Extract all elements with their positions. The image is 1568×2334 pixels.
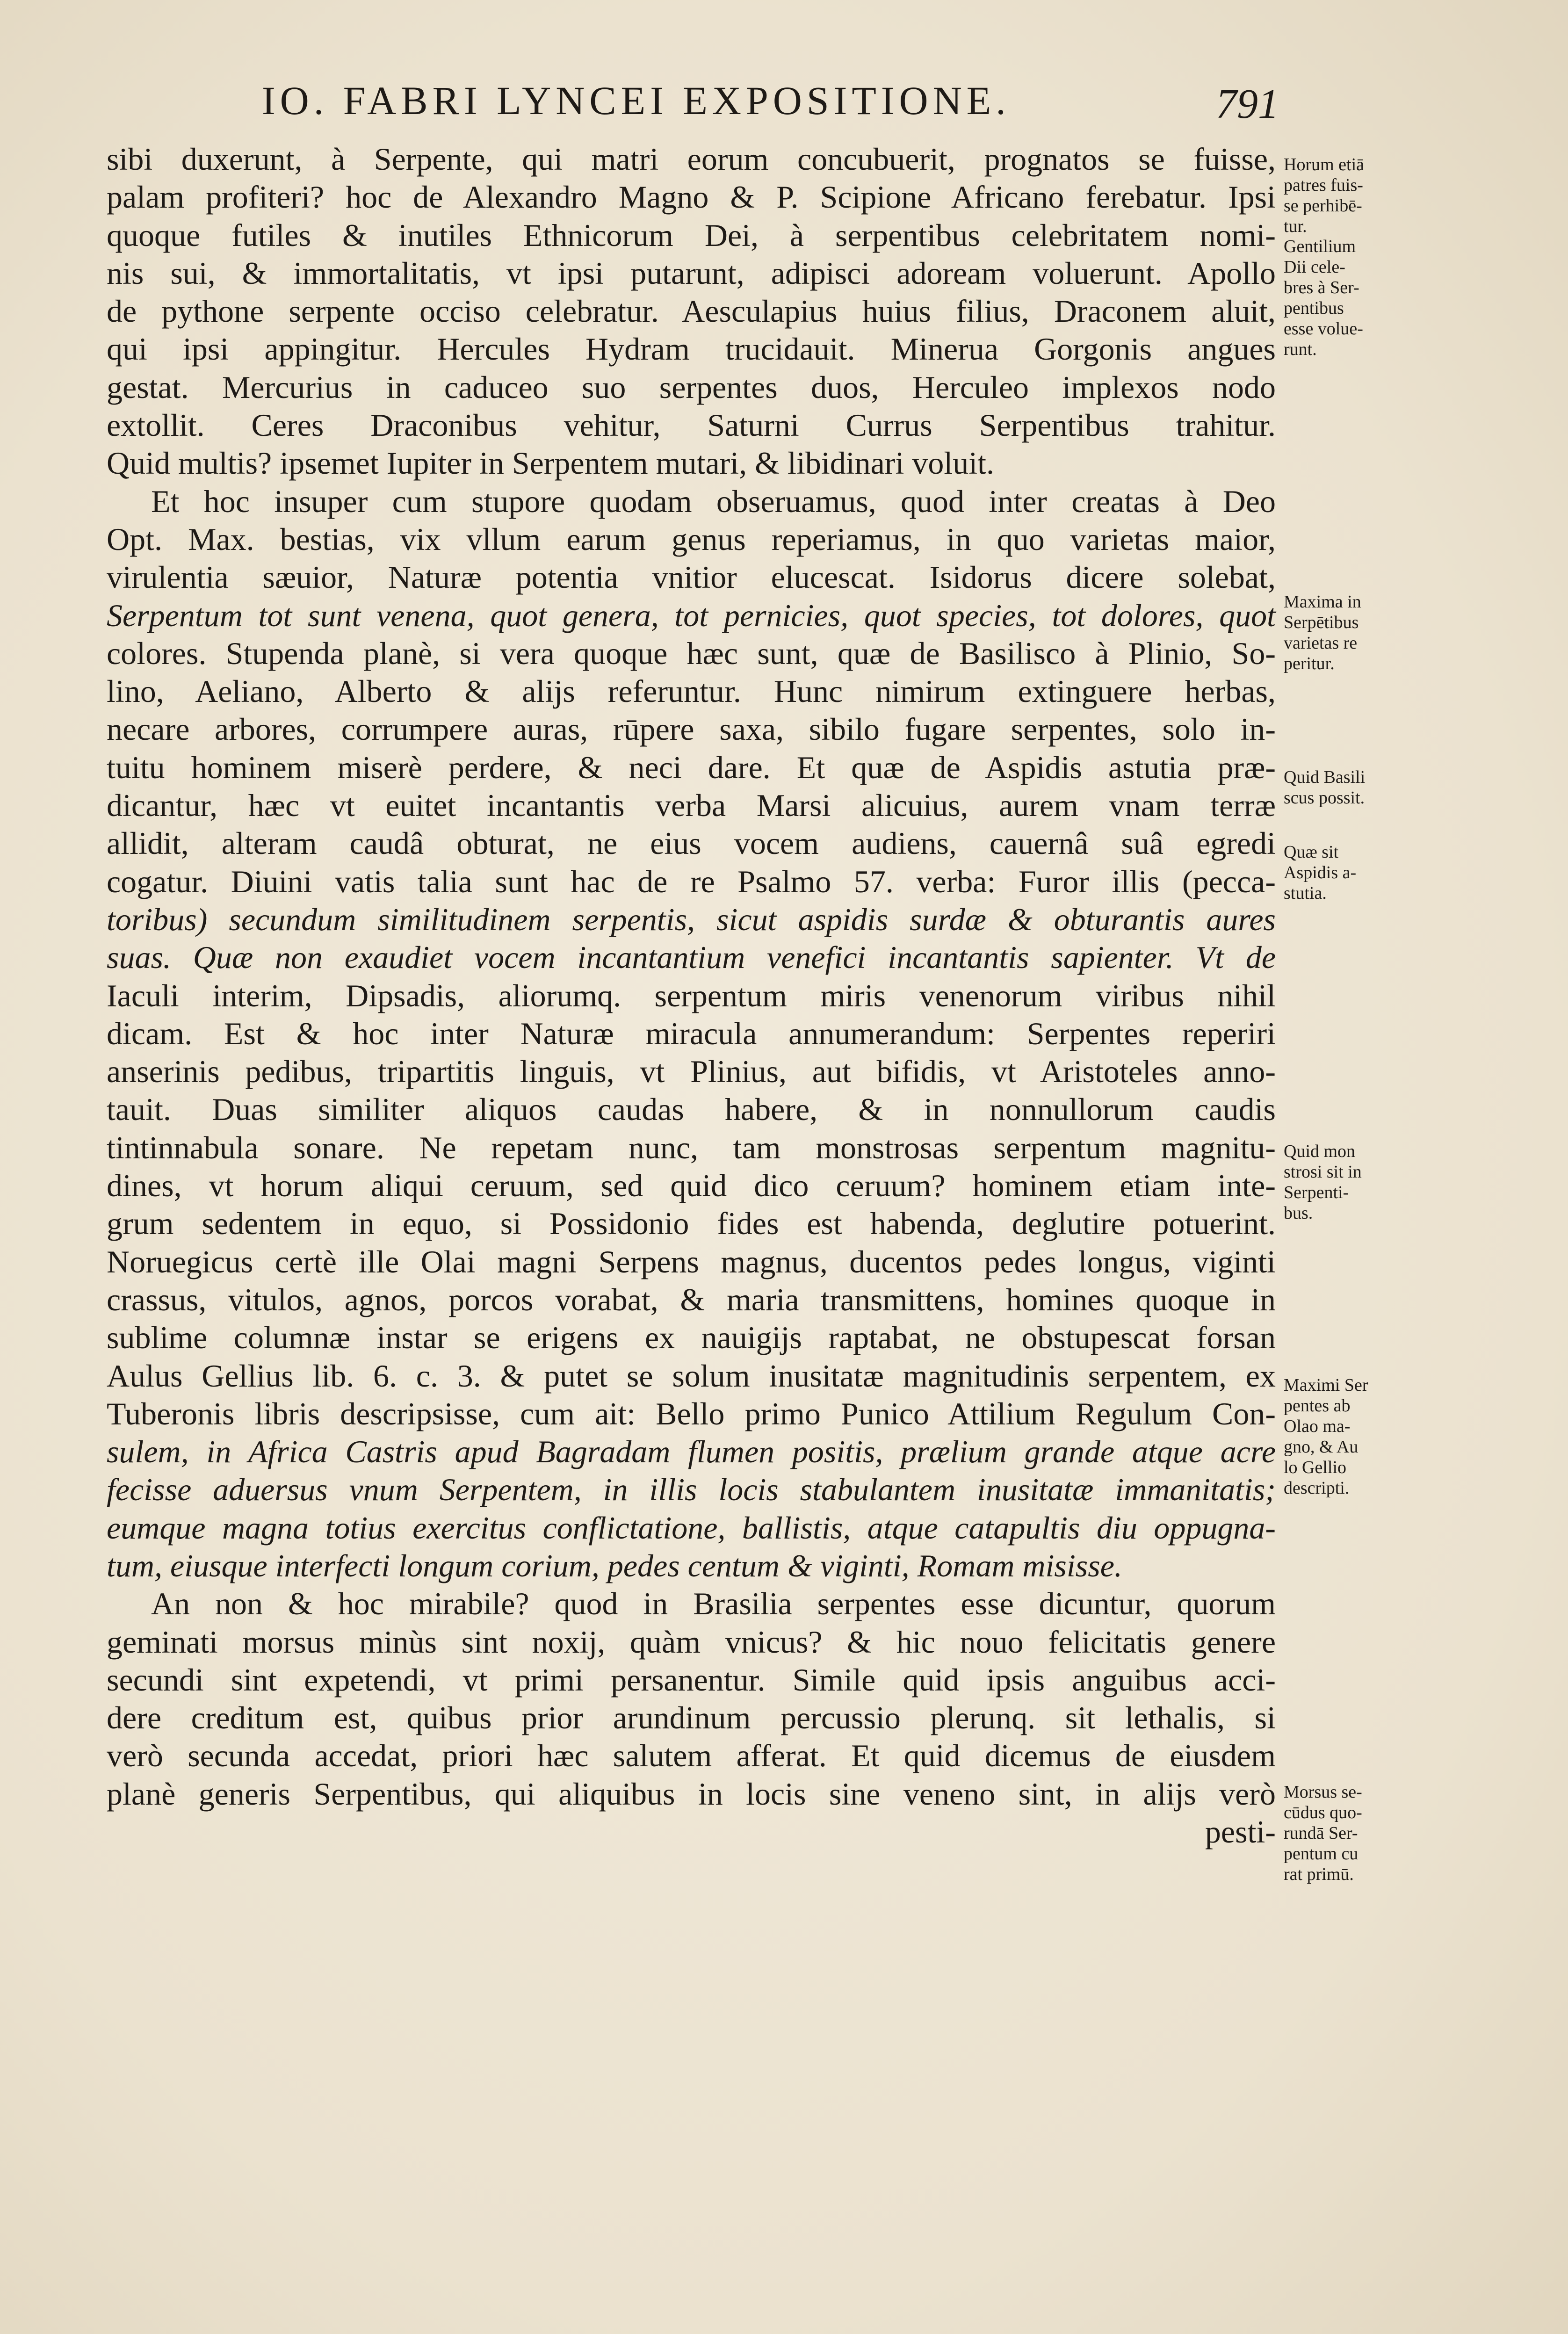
text-line: crassus, vitulos, agnos, porcos vorabat, & maria transmittens, homines quoque in <box>107 1281 1276 1317</box>
text-line: dere creditum est, quibus prior arundinum percussio plerunq. sit lethalis, si <box>107 1700 1276 1736</box>
margin-note: Quæ sit Aspidis a- stutia. <box>1284 842 1357 903</box>
text-line: fecisse aduersus vnum Serpentem, in illis locis stabulantem inusitatæ immanitatis; <box>107 1472 1276 1508</box>
margin-note: Gentilium Dii cele- bres à Ser- pentibus esse volue- runt. <box>1284 237 1363 359</box>
text-line: tum, eiusque interfecti longum corium, pedes centum & viginti, Romam misisse. <box>107 1547 1122 1583</box>
text-line: tuitu hominem miserè perdere, & neci dare. Et quæ de Aspidis astutia præ- <box>107 749 1276 785</box>
page-number: 791 <box>1216 81 1279 127</box>
text-line: Noruegicus certè ille Olai magni Serpens magnus, ducentos pedes longus, viginti <box>107 1243 1276 1279</box>
text-line: nis sui, & immortalitatis, vt ipsi putarunt, adipisci adoream voluerunt. Apollo <box>107 255 1276 291</box>
text-line: Tuberonis libris descripsisse, cum ait: Bello primo Punico Attilium Regulum Con- <box>107 1395 1276 1431</box>
text-line: quoque futiles & inutiles Ethnicorum Dei, à serpentibus celebritatem nomi- <box>107 217 1276 253</box>
text-line: sulem, in Africa Castris apud Bagradam flumen positis, prælium grande atque acre <box>107 1434 1276 1470</box>
text-line: secundi sint expetendi, vt primi persanentur. Simile quid ipsis anguibus acci- <box>107 1662 1276 1698</box>
margin-note: Quid mon strosi sit in Serpenti- bus. <box>1284 1142 1362 1223</box>
margin-note: Maxima in Serpētibus varietas re peritur. <box>1284 592 1361 673</box>
text-line: extollit. Ceres Draconibus vehitur, Saturni Currus Serpentibus trahitur. <box>107 407 1276 443</box>
text-line: grum sedentem in equo, si Possidonio fides est habenda, deglutire potuerint. <box>107 1206 1276 1242</box>
text-line: An non & hoc mirabile? quod in Brasilia serpentes esse dicuntur, quorum <box>151 1586 1276 1622</box>
text-line: Opt. Max. bestias, vix vllum earum genus reperiamus, in quo varietas maior, <box>107 521 1276 557</box>
margin-note: Horum etiā patres fuis- se perhibē- tur. <box>1284 155 1365 236</box>
text-line: geminati morsus minùs sint noxij, quàm vnicus? & hic nouo felicitatis genere <box>107 1624 1276 1660</box>
text-line: qui ipsi appingitur. Hercules Hydram trucidauit. Minerua Gorgonis angues <box>107 331 1276 367</box>
text-line: sibi duxerunt, à Serpente, qui matri eorum concubuerit, prognatos se fuisse, <box>107 141 1276 177</box>
text-line: virulentia sæuior, Naturæ potentia vnitior elucescat. Isidorus dicere solebat, <box>107 559 1276 595</box>
margin-note: Morsus se- cūdus quo- rundā Ser- pentum cu rat primū. <box>1284 1782 1362 1884</box>
text-line: Iaculi interim, Dipsadis, aliorumq. serpentum miris venenorum viribus nihil <box>107 977 1276 1013</box>
text-line: dicantur, hæc vt euitet incantantis verba Marsi alicuius, aurem vnam terræ <box>107 788 1276 824</box>
text-line: allidit, alteram caudâ obturat, ne eius vocem audiens, cauernâ suâ egredi <box>107 825 1276 861</box>
text-line: colores. Stupenda planè, si vera quoque hæc sunt, quæ de Basilisco à Plinio, So- <box>107 635 1276 671</box>
text-line: lino, Aeliano, Alberto & alijs referuntur. Hunc nimirum extinguere herbas, <box>107 673 1276 709</box>
text-line: dines, vt horum aliqui ceruum, sed quid dico ceruum? hominem etiam inte- <box>107 1168 1276 1204</box>
text-line: tauit. Duas similiter aliquos caudas habere, & in nonnullorum caudis <box>107 1091 1276 1127</box>
text-line: necare arbores, corrumpere auras, rūpere saxa, sibilo fugare serpentes, solo in- <box>107 711 1276 747</box>
text-line: cogatur. Diuini vatis talia sunt hac de re Psalmo 57. verba: Furor illis (pecca- <box>107 863 1276 899</box>
text-line: dicam. Est & hoc inter Naturæ miracula annumerandum: Serpentes reperiri <box>107 1015 1276 1051</box>
text-line: anserinis pedibus, tripartitis linguis, vt Plinius, aut bifidis, vt Aristoteles anno- <box>107 1054 1276 1090</box>
text-line: sublime columnæ instar se erigens ex nauigijs raptabat, ne obstupescat forsan <box>107 1320 1276 1356</box>
text-line: de pythone serpente occiso celebratur. Aesculapius huius filius, Draconem aluit, <box>107 293 1276 329</box>
text-line: gestat. Mercurius in caduceo suo serpentes duos, Herculeo implexos nodo <box>107 369 1276 405</box>
margin-note: Maximi Ser pentes ab Olao ma- gno, & Au lo Gellio descripti. <box>1284 1375 1368 1498</box>
header-title: IO. FABRI LYNCEI EXPOSITIONE. <box>262 78 1011 123</box>
text-line: tintinnabula sonare. Ne repetam nunc, tam monstrosas serpentum magnitu- <box>107 1129 1276 1165</box>
catchword: pesti- <box>1205 1814 1276 1850</box>
text-line: Et hoc insuper cum stupore quodam obseruamus, quod inter creatas à Deo <box>151 483 1276 519</box>
text-line: palam profiteri? hoc de Alexandro Magno & P. Scipione Africano ferebatur. Ipsi <box>107 179 1276 215</box>
text-line: Quid multis? ipsemet Iupiter in Serpentem mutari, & libidinari voluit. <box>107 445 995 481</box>
text-line: eumque magna totius exercitus conflictatione, ballistis, atque catapultis diu oppugna- <box>107 1510 1276 1546</box>
text-line: Aulus Gellius lib. 6. c. 3. & putet se solum inusitatæ magnitudinis serpentem, ex <box>107 1358 1276 1394</box>
body-text <box>107 140 1276 1851</box>
running-header <box>0 77 1568 129</box>
text-line: suas. Quæ non exaudiet vocem incantantium venefici incantantis sapienter. Vt de <box>107 939 1276 976</box>
text-line: planè generis Serpentibus, qui aliquibus in locis sine veneno sint, in alijs verò <box>107 1776 1276 1812</box>
text-line: verò secunda accedat, priori hæc salutem afferat. Et quid dicemus de eiusdem <box>107 1738 1276 1774</box>
margin-note: Quid Basili scus possit. <box>1284 767 1366 808</box>
text-line: toribus) secundum similitudinem serpentis, sicut aspidis surdæ & obturantis aures <box>107 901 1276 937</box>
text-line: Serpentum tot sunt venena, quot genera, tot pernicies, quot species, tot dolores, quot <box>107 597 1276 633</box>
